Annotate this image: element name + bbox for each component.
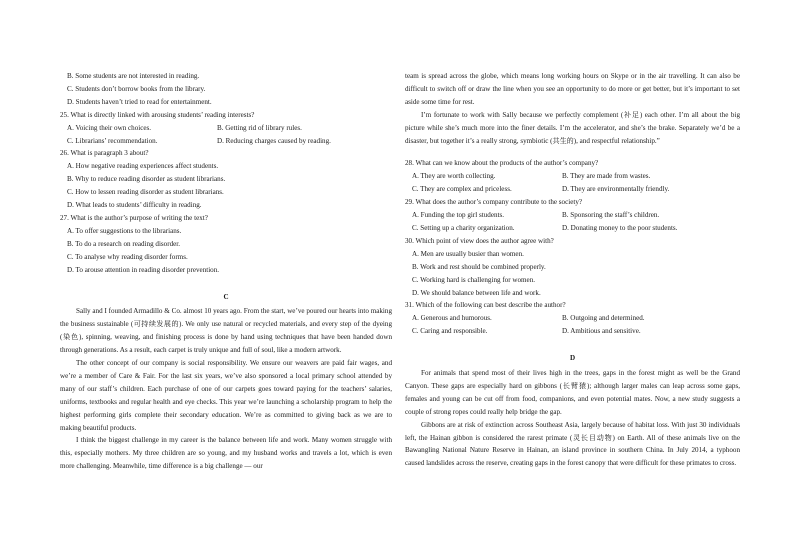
q31-stem: 31. Which of the following can best describe the author? bbox=[405, 301, 566, 310]
c-paragraph-4: I’m fortunate to work with Sally because we perfectly complement (补足) each other. I’m all about the big picture while she’s much more into the finer details. I’m the accelerator, and she’s the brake. Separately we’d be a disaster, but together it’s a really strong, symbiotic (共生的), and respectful relationship.” bbox=[405, 110, 740, 145]
q27-option-c: C. To analyse why reading disorder forms. bbox=[67, 252, 188, 261]
d-paragraph-2: Gibbons are at risk of extinction across Southeast Asia, largely because of habitat loss. With just 30 individuals left, the Hainan gibbon is considered the rarest primate (灵长目动物) on Earth. All of these animals live on the Bawangling National Nature Reserve in Hainan, an island province in southern China. In July 2014, a typhoon caused landslides across the reserve, creating gaps in the forest canopy that were difficult for these primates to cross. bbox=[405, 420, 740, 468]
q29-option-b: B. Sponsoring the staff’s children. bbox=[562, 211, 660, 220]
q25-options-row1 bbox=[60, 122, 392, 135]
c-paragraph-3: I think the biggest challenge in my career is the balance between life and work. Many women struggle with this, especially mothers. My three children are so young, and my husband works and travels a lot, which is even more challenging. Meanwhile, time difference is a big challenge — our bbox=[60, 436, 392, 471]
q31-option-a: A. Generous and humorous. bbox=[412, 314, 492, 323]
q25-options-row2 bbox=[60, 135, 392, 148]
q31-option-c: C. Caring and responsible. bbox=[412, 327, 488, 336]
q31-option-b: B. Outgoing and determined. bbox=[562, 314, 645, 323]
q24-option-c: C. Students don’t borrow books from the library. bbox=[67, 84, 206, 93]
q31-options-row2 bbox=[405, 325, 740, 338]
q28-options-row1 bbox=[405, 170, 740, 183]
q25-option-a: A. Voicing their own choices. bbox=[67, 123, 152, 132]
section-d-heading: D bbox=[569, 354, 576, 363]
q29-option-c: C. Setting up a charity organization. bbox=[412, 223, 515, 232]
q25-stem: 25. What is directly linked with arousing students’ reading interests? bbox=[60, 110, 255, 119]
q24-option-b: B. Some students are not interested in reading. bbox=[67, 72, 200, 80]
c-paragraph-1: Sally and I founded Armadillo & Co. almost 10 years ago. From the start, we’ve poured our hearts into making the business sustainable (可持续发展的). We only use natural or recycled materials, and every step of the dyeing (染色), spinning, weaving, and finishing process is done by hand using techniques that have been handed down through generations. As a result, each carpet is truly unique and full of soul, like a modern artwork. bbox=[60, 307, 392, 355]
q26-option-c: C. How to lessen reading disorder as student librarians. bbox=[67, 188, 224, 197]
q26-option-d: D. What leads to students’ difficulty in reading. bbox=[67, 201, 202, 210]
q29-stem: 29. What does the author’s company contribute to the society? bbox=[405, 198, 583, 207]
q26-option-b: B. Why to reduce reading disorder as student librarians. bbox=[67, 175, 226, 184]
q25-option-c: C. Librarians’ recommendation. bbox=[67, 136, 158, 145]
q27-option-a: A. To offer suggestions to the librarians. bbox=[67, 226, 182, 235]
q28-option-a: A. They are worth collecting. bbox=[412, 172, 496, 181]
q30-stem: 30. Which point of view does the author agree with? bbox=[405, 236, 554, 245]
q31-option-d: D. Ambitious and sensitive. bbox=[562, 327, 641, 336]
q27-stem: 27. What is the author’s purpose of writing the text? bbox=[60, 213, 208, 222]
q27-option-d: D. To arouse attention in reading disorder prevention. bbox=[67, 265, 220, 274]
q25-option-d: D. Reducing charges caused by reading. bbox=[217, 136, 331, 145]
q29-option-d: D. Donating money to the poor students. bbox=[562, 223, 678, 232]
q28-stem: 28. What can we know about the products of the author’s company? bbox=[405, 159, 599, 168]
q26-option-a: A. How negative reading experiences affect students. bbox=[67, 162, 219, 171]
c-paragraph-2: The other concept of our company is social responsibility. We ensure our weavers are paid fair wages, and we’re a member of Care & Fair. For the last six years, we’ve also sponsored a local primary school attended by many of our staff’s children. Each purchase of one of our carpets goes toward paying for the teachers’ salaries, uniforms, textbooks and regular health and eye checks. This year we’re launching a scholarship program to help the highest performing girls complete their secondary education. We’re as committed to giving back as we are to making beautiful products. bbox=[60, 359, 392, 432]
q29-option-a: A. Funding the top girl students. bbox=[412, 211, 505, 220]
q31-options-row1 bbox=[405, 312, 740, 325]
q29-options-row1 bbox=[405, 209, 740, 222]
q27-option-b: B. To do a research on reading disorder. bbox=[67, 239, 181, 248]
right-column bbox=[405, 70, 740, 470]
q30-option-a: A. Men are usually busier than women. bbox=[412, 249, 524, 258]
q26-stem: 26. What is paragraph 3 about? bbox=[60, 149, 149, 158]
q30-option-c: C. Working hard is challenging for women. bbox=[412, 275, 536, 284]
q28-option-b: B. They are made from wastes. bbox=[562, 172, 651, 181]
q28-options-row2 bbox=[405, 183, 740, 196]
c-paragraph-3-continued: team is spread across the globe, which means long working hours on Skype or in the air travelling. It can also be difficult to switch off or draw the line when you see an opportunity to do more or get better, but it’s important to set aside some time for rest. bbox=[405, 72, 740, 106]
left-column bbox=[60, 70, 392, 473]
q30-option-d: D. We should balance between life and work. bbox=[412, 288, 541, 297]
q24-option-d: D. Students haven’t tried to read for entertainment. bbox=[67, 97, 212, 106]
section-c-heading: C bbox=[223, 292, 229, 301]
q25-option-b: B. Getting rid of library rules. bbox=[217, 123, 302, 132]
q30-option-b: B. Work and rest should be combined properly. bbox=[412, 262, 546, 271]
q28-option-c: C. They are complex and priceless. bbox=[412, 185, 512, 194]
q29-options-row2 bbox=[405, 222, 740, 235]
q28-option-d: D. They are environmentally friendly. bbox=[562, 185, 670, 194]
d-paragraph-1: For animals that spend most of their lives high in the trees, gaps in the forest might as well be the Grand Canyon. These gaps are especially hard on gibbons (长臂猿); although larger males can leap across some gaps, females and young can be cut off from food, companions, and even potential mates. Now, a new study suggests a couple of strong ropes could really help bridge the gap. bbox=[405, 369, 740, 416]
